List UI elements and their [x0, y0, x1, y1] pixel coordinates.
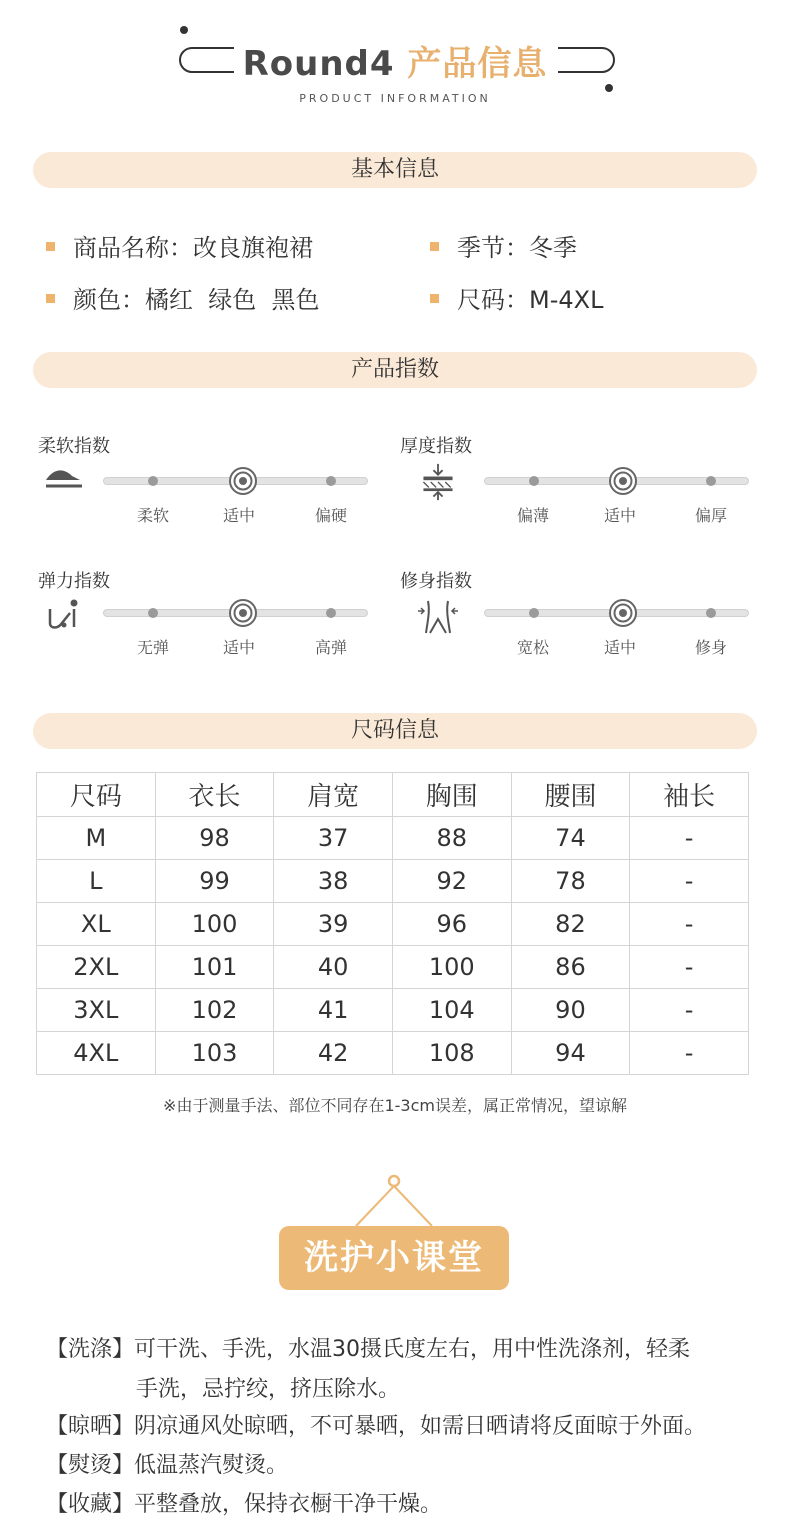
index-selected-marker [608, 598, 638, 628]
index-label: 无弹 [136, 638, 169, 657]
care-title-badge: 洗护小课堂 [279, 1226, 509, 1290]
table-cell: 4XL [37, 1032, 156, 1075]
index-label: 偏厚 [694, 506, 727, 525]
table-cell: - [630, 946, 749, 989]
table-cell: XL [37, 903, 156, 946]
table-cell: 103 [155, 1032, 274, 1075]
table-cell: 100 [392, 946, 511, 989]
section-heading-indices: 产品指数 [33, 352, 757, 388]
index-dot [148, 608, 158, 618]
column-header: 衣长 [155, 773, 274, 817]
index-label: 高弹 [314, 638, 347, 657]
softness-icon [42, 460, 86, 500]
bullet-square [430, 242, 439, 251]
elasticity-icon [44, 595, 88, 635]
table-cell: - [630, 989, 749, 1032]
table-cell: 99 [155, 860, 274, 903]
index-title-thickness: 厚度指数 [400, 436, 472, 457]
index-selected-marker [228, 466, 258, 496]
index-label: 偏硬 [314, 506, 347, 525]
index-label: 适中 [603, 638, 636, 657]
table-cell: 101 [155, 946, 274, 989]
table-cell: 102 [155, 989, 274, 1032]
table-row [37, 989, 749, 1032]
table-cell: 98 [155, 817, 274, 860]
info-label: 尺码： [457, 286, 529, 314]
table-cell: 41 [274, 989, 393, 1032]
column-header: 尺码 [37, 773, 156, 817]
index-label: 适中 [222, 506, 255, 525]
page-title-en: Round4 [242, 44, 395, 84]
thickness-icon [416, 462, 460, 502]
page-title-cn: 产品信息 [407, 44, 548, 84]
section-heading-size: 尺码信息 [33, 713, 757, 749]
care-line-iron: 【熨烫】低温蒸汽熨烫。 [46, 1453, 289, 1478]
table-cell: 40 [274, 946, 393, 989]
info-label: 颜色： [73, 286, 145, 314]
index-label: 适中 [603, 506, 636, 525]
info-label: 季节： [457, 234, 529, 262]
page-header [0, 0, 790, 120]
measurement-note: ※由于测量手法、部位不同存在1-3cm误差，属正常情况，望谅解 [163, 1096, 627, 1115]
index-label: 柔软 [136, 506, 169, 525]
table-cell: 96 [392, 903, 511, 946]
info-value: 橘红 绿色 黑色 [145, 286, 320, 314]
info-value: 冬季 [529, 234, 577, 262]
column-header: 胸围 [392, 773, 511, 817]
table-cell: 74 [511, 817, 630, 860]
table-cell: 94 [511, 1032, 630, 1075]
table-cell: 108 [392, 1032, 511, 1075]
info-product-name [46, 228, 313, 263]
index-label: 适中 [222, 638, 255, 657]
table-cell: 100 [155, 903, 274, 946]
bullet-square [430, 294, 439, 303]
table-cell: 78 [511, 860, 630, 903]
size-table [36, 772, 749, 1075]
page-subtitle: PRODUCT INFORMATION [299, 92, 491, 105]
info-label: 商品名称： [73, 234, 193, 262]
care-line-storage: 【收藏】平整叠放，保持衣橱干净干燥。 [46, 1492, 443, 1517]
info-size-range [430, 280, 603, 315]
index-selected-marker [608, 466, 638, 496]
index-label: 修身 [694, 638, 727, 657]
column-header: 腰围 [511, 773, 630, 817]
info-season [430, 228, 577, 263]
hanger-icon [350, 1172, 440, 1230]
table-cell: - [630, 1032, 749, 1075]
index-selected-marker [228, 598, 258, 628]
index-dot [148, 476, 158, 486]
index-title-elasticity: 弹力指数 [38, 571, 110, 592]
table-cell: 88 [392, 817, 511, 860]
table-cell: 82 [511, 903, 630, 946]
table-row [37, 946, 749, 989]
table-cell: - [630, 903, 749, 946]
index-label: 偏薄 [516, 506, 549, 525]
table-row [37, 1032, 749, 1075]
table-cell: 2XL [37, 946, 156, 989]
care-line-wash: 【洗涤】可干洗、手洗，水温30摄氏度左右，用中性洗涤剂，轻柔 [46, 1337, 690, 1362]
info-value: M-4XL [529, 286, 604, 314]
index-dot [529, 476, 539, 486]
table-cell: 37 [274, 817, 393, 860]
table-row [37, 903, 749, 946]
index-dot [326, 476, 336, 486]
table-cell: - [630, 860, 749, 903]
table-row [37, 860, 749, 903]
page-title [0, 36, 790, 85]
index-title-fit: 修身指数 [400, 571, 472, 592]
table-cell: L [37, 860, 156, 903]
table-cell: 42 [274, 1032, 393, 1075]
info-value: 改良旗袍裙 [193, 234, 313, 262]
table-cell: M [37, 817, 156, 860]
table-row [37, 817, 749, 860]
table-cell: 39 [274, 903, 393, 946]
table-cell: 3XL [37, 989, 156, 1032]
care-line-dry: 【晾晒】阴凉通风处晾晒，不可暴晒，如需日晒请将反面晾于外面。 [46, 1414, 707, 1439]
table-cell: 104 [392, 989, 511, 1032]
care-line-wash-cont: 手洗，忌拧绞，挤压除水。 [136, 1377, 401, 1402]
table-cell: 92 [392, 860, 511, 903]
index-dot [706, 476, 716, 486]
bullet-square [46, 294, 55, 303]
index-dot [326, 608, 336, 618]
table-cell: 90 [511, 989, 630, 1032]
table-cell: 86 [511, 946, 630, 989]
info-color [46, 280, 320, 315]
bullet-square [46, 242, 55, 251]
fit-icon [416, 597, 460, 637]
column-header: 袖长 [630, 773, 749, 817]
index-dot [706, 608, 716, 618]
size-table-header [37, 773, 749, 817]
table-cell: 38 [274, 860, 393, 903]
table-cell: - [630, 817, 749, 860]
index-label: 宽松 [516, 638, 549, 657]
section-heading-basic: 基本信息 [33, 152, 757, 188]
index-title-softness: 柔软指数 [38, 436, 110, 457]
column-header: 肩宽 [274, 773, 393, 817]
index-dot [529, 608, 539, 618]
